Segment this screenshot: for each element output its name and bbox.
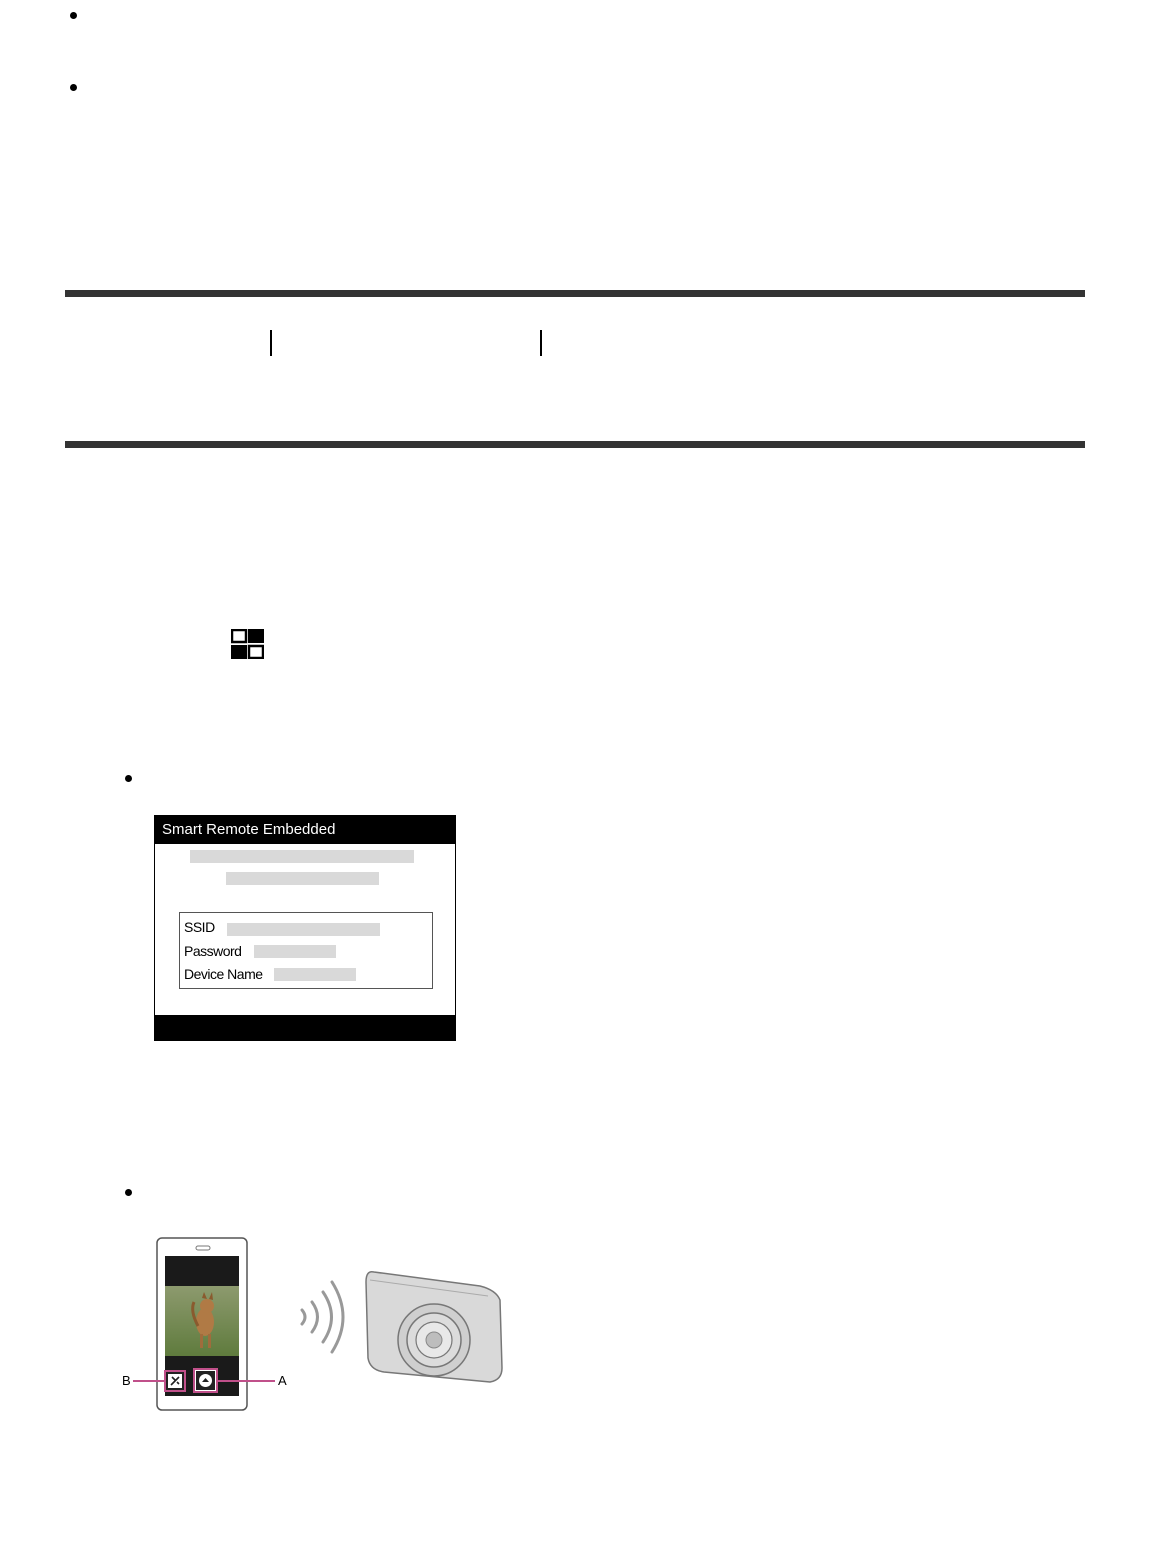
qr-grid-icon: [231, 629, 264, 659]
shutter-button-icon: [193, 1368, 218, 1393]
screen-footer: [155, 1015, 455, 1040]
password-value: [254, 945, 336, 958]
bullet-3: [125, 775, 132, 782]
bullet-2: [70, 84, 77, 91]
device-name-value: [274, 968, 356, 981]
connection-info-box: [179, 912, 433, 989]
ssid-value: [227, 923, 380, 936]
callout-a-label: A: [278, 1373, 287, 1388]
settings-icon: [164, 1370, 186, 1392]
wifi-waves-icon: [296, 1278, 346, 1356]
bullet-1: [70, 12, 77, 19]
screen-message-line-2: [226, 872, 379, 885]
password-label: Password: [184, 943, 242, 959]
callout-b-label: B: [122, 1373, 131, 1388]
camera-icon: [362, 1268, 508, 1390]
breadcrumb-separator-2: [540, 330, 542, 356]
breadcrumb-separator-1: [270, 330, 272, 356]
ssid-label: SSID: [184, 919, 215, 935]
screen-title: Smart Remote Embedded: [155, 816, 455, 844]
device-name-label: Device Name: [184, 966, 263, 982]
bullet-4: [125, 1189, 132, 1196]
smart-remote-screen: [154, 815, 456, 1041]
top-rule: [65, 290, 1085, 297]
bottom-rule: [65, 441, 1085, 448]
callout-a-line: [218, 1380, 275, 1382]
screen-message-line-1: [190, 850, 414, 863]
callout-b-line: [133, 1380, 164, 1382]
